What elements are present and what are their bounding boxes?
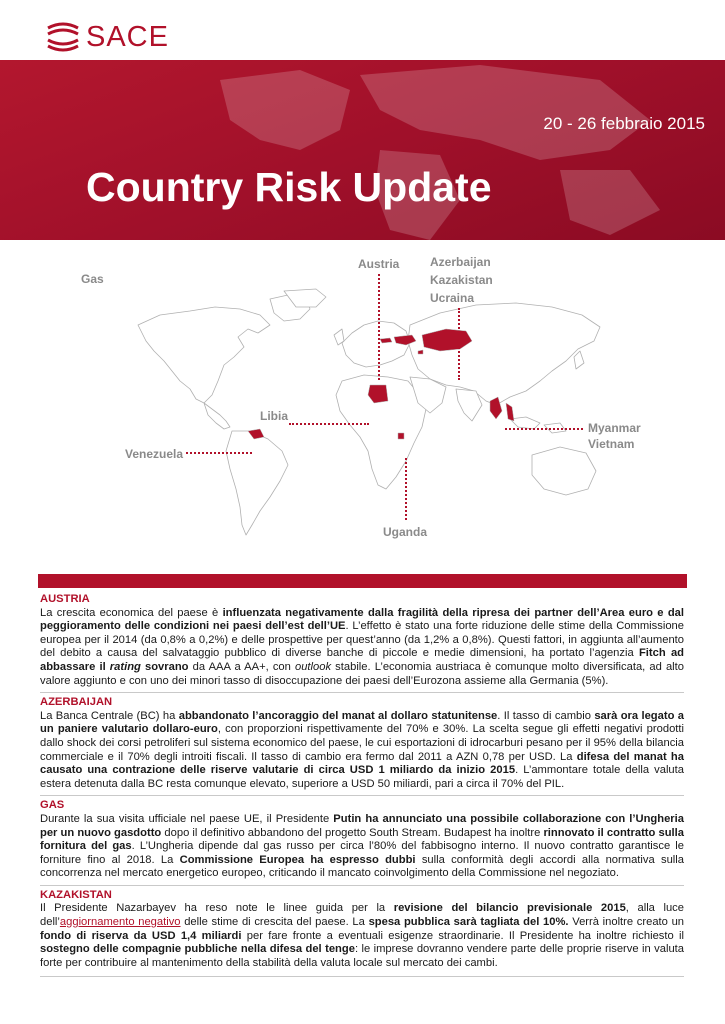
world-map	[120, 285, 610, 540]
label-ucraina: Ucraina	[430, 291, 475, 305]
sace-logo	[46, 22, 169, 52]
leader-libia	[289, 423, 369, 425]
label-gas: Gas	[81, 272, 104, 286]
title-banner	[0, 60, 725, 240]
section-title-austria: AUSTRIA	[40, 593, 90, 605]
section-body-azerbaijan: La Banca Centrale (BC) ha abbandonato l’ancoraggio del manat al dollaro statunitense. Il tasso di cambio sarà ora legato a un paniere valutario dollaro-euro, con proporzioni rispettivamente del 70% e 30%. La scelta segue gli effetti negativi prodotti dallo shock dei corsi petroliferi sul sistema economico del paese, le cui esportazioni di idrocarburi pesano per il 95% della bilancia commerciale e il 70% degli introiti fiscali. Il tasso di cambio era fermo dal 2011 a AZN 0,78 per USD. La difesa del manat ha causato una contrazione delle riserve valutarie di circa USD 1 miliardo da inizio 2015. L’ammontare totale della valuta estera detenuta dalla BC resta comunque elevato, superiore a USD 50 miliardi, pari a circa il 70% del PIL.	[40, 709, 684, 790]
leader-venezuela	[186, 452, 252, 454]
leader-austria	[378, 274, 380, 380]
section-body-austria: La crescita economica del paese è influenzata negativamente dalla fragilità della ripresa dei partner dell’Area euro e dal peggioramento delle condizioni nei paesi dell’est dell’UE. L’effetto è stato una forte riduzione delle stime della Commissione europea per il 2014 (da 0,8% a 0,2%) e delle prospettive per quest’anno (da 1,2% a 0,8%). Questi fattori, in aggiunta all’aumento del debito a causa del salvataggio pubblico di diverse banche di piccole e medie dimensioni, ha portato l’agenzia Fitch ad abbassare il rating sovrano da AAA a AA+, con outlook stabile. L’economia austriaca è comunque molto diversificata, ad alto valore aggiunto e con uno dei minori tasso di disoccupazione dei paesi dell’Eurozona assieme alla Germania (5%).	[40, 606, 685, 687]
label-kazakistan: Kazakistan	[430, 273, 493, 287]
section-title-azerbaijan: AZERBAIJAN	[40, 696, 113, 709]
brand-name: SACE	[86, 20, 169, 53]
label-venezuela: Venezuela	[125, 447, 184, 461]
section-gas	[40, 799, 684, 881]
leader-myanmar	[505, 428, 583, 430]
section-title-kazakistan: KAZAKISTAN	[40, 888, 112, 901]
leader-uganda	[405, 458, 407, 520]
section-title-gas: GAS	[40, 799, 65, 812]
section-austria	[40, 593, 684, 688]
country-uganda	[398, 433, 404, 439]
section-body-kazakistan: Il Presidente Nazarbayev ha reso note le linee guida per la revisione del bilancio previsionale 2015, alla luce dell’aggiornamento negativo delle stime di crescita del paese. La spesa pubblica sarà tagliata del 10%. Verrà inoltre creato un fondo di riserva da USD 1,4 miliardi per fare fronte a eventuali esigenze straordinarie. Il Presidente ha inoltre richiesto il sostegno delle compagnie pubbliche nella difesa del tenge: le imprese dovranno vendere parte delle proprie riserve in valuta forte per contribuire al mantenimento della stabilità della valuta locale sul mercato dei cambi.	[40, 902, 685, 969]
country-azerbaijan	[418, 350, 423, 354]
separator	[40, 692, 684, 693]
page-title: Country Risk Update	[86, 164, 492, 210]
section-divider-bar	[38, 574, 687, 588]
aggiornamento-negativo-link[interactable]: aggiornamento negativo	[59, 916, 181, 929]
logo-bar	[0, 0, 725, 60]
label-austria: Austria	[358, 257, 400, 271]
sace-wave-icon	[46, 22, 80, 52]
leader-azerbaijan	[458, 308, 460, 380]
label-uganda: Uganda	[383, 525, 428, 539]
section-azerbaijan	[40, 696, 684, 791]
separator	[40, 795, 684, 796]
section-kazakistan	[40, 889, 684, 971]
date-range: 20 - 26 febbraio 2015	[543, 114, 705, 133]
separator	[40, 885, 684, 886]
bottom-rule	[40, 976, 684, 977]
news-content	[40, 593, 684, 977]
label-azerbaijan: Azerbaijan	[430, 255, 491, 269]
banner-world-map	[180, 60, 725, 240]
world-map-section	[0, 240, 725, 570]
country-austria	[380, 338, 392, 343]
label-vietnam: Vietnam	[588, 437, 635, 451]
section-body-gas: Durante la sua visita ufficiale nel paese UE, il Presidente Putin ha annunciato una possibile collaborazione con l’Ungheria per un nuovo gasdotto dopo il definitivo abbandono del progetto South Stream. Budapest ha inoltre rinnovato il contratto sulla fornitura del gas. L’Ungheria dipende dal gas russo per circa l’80% del fabbisogno interno. Il nuovo contratto garantisce le forniture fino al 2018. La Commissione Europea ha espresso dubbi sulla conformità degli accordi alla normativa sulla concorrenza nel mercato energetico europeo, criticando il mancato coinvolgimento della Commissione nel negoziato.	[40, 812, 685, 880]
label-myanmar: Myanmar	[588, 421, 641, 435]
label-libia: Libia	[260, 409, 289, 423]
country-vietnam	[506, 403, 514, 421]
